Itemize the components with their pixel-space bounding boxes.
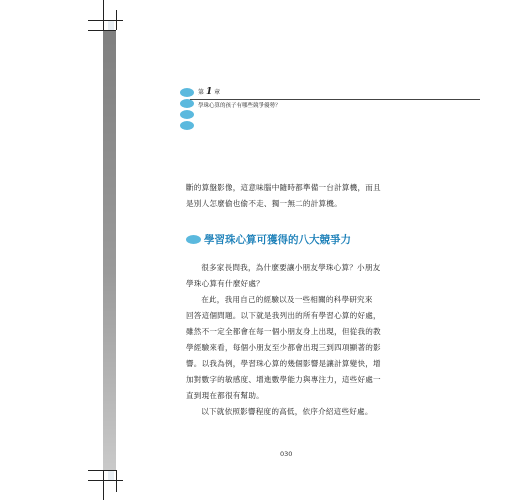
page-number: 030: [280, 450, 293, 458]
text-line: 回答這個問題。以下就是我列出的所有學習心算的好處，: [186, 311, 381, 320]
chapter-number: 1: [205, 87, 213, 97]
crop-mark: [88, 30, 116, 31]
text-line: 很多家長問我，為什麼要讓小朋友學珠心算？小朋友: [201, 263, 381, 272]
hex-decoration-icon: [180, 88, 194, 97]
section-hex-icon: [186, 235, 201, 244]
text-line: 加對數字的敏感度、增進數學能力與專注力，這些好處一: [186, 375, 381, 384]
text-line: 響。以我為例，學習珠心算的幾個影響是讓計算變快，增: [186, 359, 381, 368]
text-line: 斷的算盤影像，這意味腦中隨時都準備一台計算機，而且: [186, 183, 381, 192]
section-title-text: 學習珠心算可獲得的八大競爭力: [204, 234, 351, 246]
section-title: [186, 232, 351, 247]
text-line: 學經驗來看，每個小朋友至少都會出現三到四項顯著的影: [186, 343, 381, 352]
text-line: 學珠心算有什麼好處？: [186, 279, 264, 288]
header-rule: [190, 99, 480, 100]
text-line: 是別人怎麼偷也偷不走、獨一無二的計算機。: [186, 199, 342, 208]
text-line: 直到現在都很有幫助。: [186, 391, 264, 400]
chapter-header: [180, 88, 480, 148]
crop-mark: [103, 470, 104, 500]
margin-strip: [103, 30, 116, 470]
crop-mark: [88, 470, 116, 471]
body-text: [186, 260, 398, 420]
hex-decoration-icon: [180, 121, 194, 130]
crop-mark: [88, 480, 123, 481]
hex-decoration-icon: [180, 110, 194, 119]
crop-mark: [103, 0, 104, 30]
text-line: 在此，我用自己的經驗以及一些相關的科學研究來: [201, 295, 373, 304]
chapter-label: [198, 87, 220, 97]
crop-mark: [88, 20, 123, 21]
text-line: 以下就依照影響程度的高低，依序介紹這些好處。: [201, 407, 373, 416]
hex-decoration-icon: [180, 99, 194, 108]
text-line: 雖然不一定全都會在每一個小朋友身上出現，但從我的教: [186, 327, 381, 336]
chapter-suffix: 章: [214, 89, 221, 96]
chapter-prefix: 第: [198, 89, 205, 96]
crop-mark: [116, 470, 117, 492]
chapter-subtitle: 學珠心算的孩子有哪些競爭優勢？: [198, 103, 281, 109]
intro-paragraph: [186, 180, 398, 212]
